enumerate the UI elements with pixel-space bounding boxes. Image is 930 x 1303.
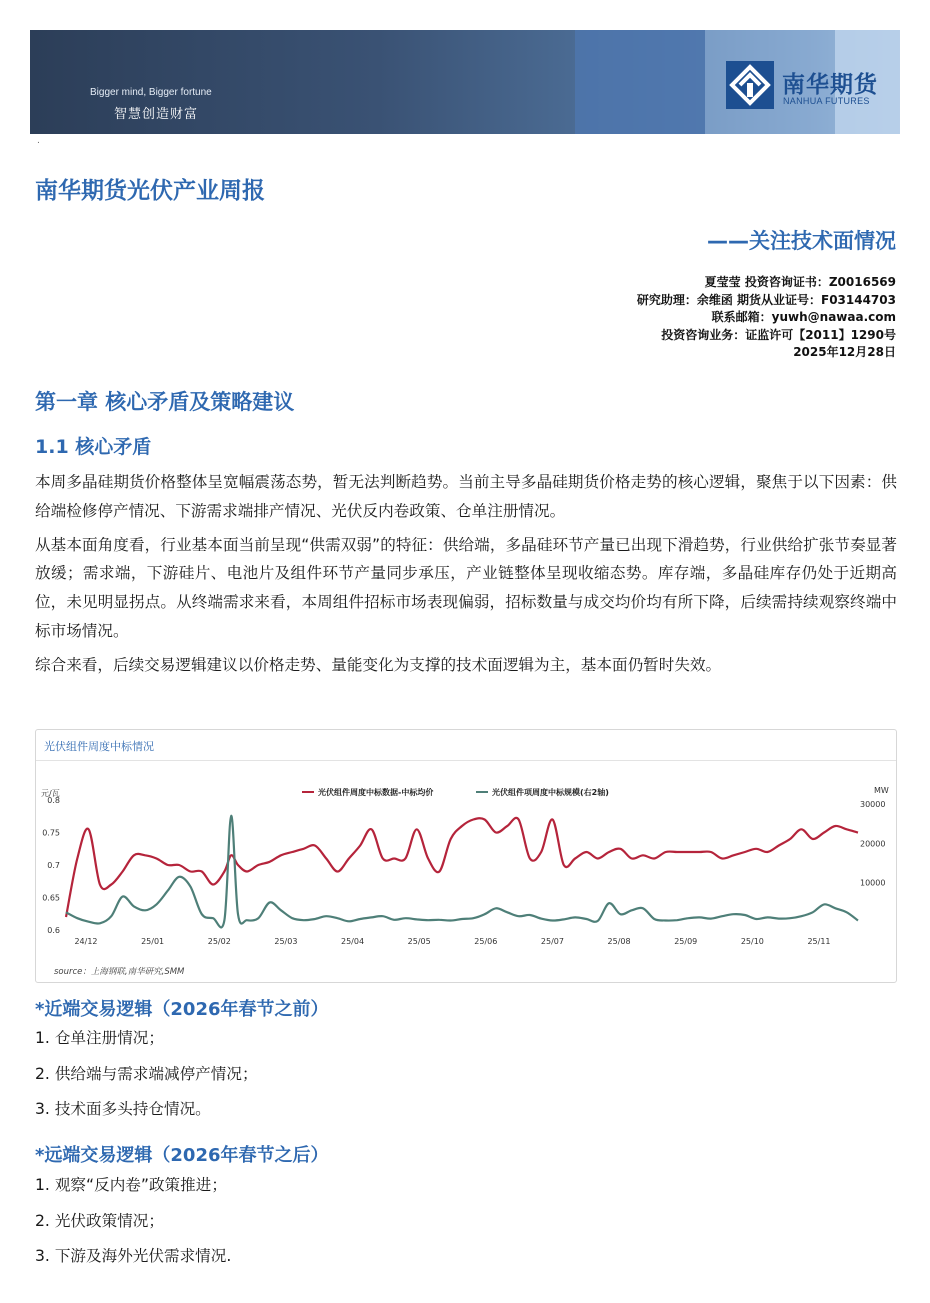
near-term-list: [35, 1021, 258, 1128]
logo-text-english: NANHUA FUTURES: [783, 96, 870, 106]
y-tick-label: 0.65: [42, 893, 60, 903]
list-item: 2. 光伏政策情况；: [35, 1211, 164, 1230]
report-title: 南华期货光伏产业周报: [35, 178, 265, 204]
x-tick-label: 25/05: [407, 937, 431, 946]
line-chart: [36, 730, 896, 982]
list-item: 3. 技术面多头持仓情况。: [35, 1100, 211, 1118]
report-date: 2025年12月28日: [793, 345, 896, 360]
x-tick-label: 25/08: [607, 937, 631, 946]
y2-tick-label: 10000: [860, 878, 886, 888]
legend-label: 光伏组件项周度中标规模(右2轴): [492, 788, 609, 797]
series-line-avg-price: [66, 818, 858, 917]
x-tick-label: 25/01: [141, 937, 165, 946]
y2-tick-label: 30000: [860, 799, 886, 809]
legend-label: 光伏组件周度中标数据-中标均价: [318, 788, 434, 797]
y-tick-label: 0.8: [47, 796, 60, 805]
dot-mark: .: [37, 136, 40, 146]
x-tick-label: 25/09: [674, 937, 698, 946]
slogan-chinese: 智慧创造财富: [114, 107, 199, 122]
chart-source: source：上海钢联,南华研究,SMM: [54, 967, 185, 977]
logo-text-chinese: 南华期货: [782, 72, 878, 98]
core-contradiction-text: [35, 468, 897, 685]
chapter-heading: 第一章 核心矛盾及策略建议: [35, 390, 295, 414]
paragraph: 本周多晶硅期货价格整体呈宽幅震荡态势，暂无法判断趋势。当前主导多晶硅期货价格走势的核心逻辑，聚焦于以下因素：供给端检修停产情况、下游需求端排产情况、光伏反内卷政策、仓单注册情况。: [35, 473, 897, 520]
header-banner: [30, 30, 900, 134]
x-tick-label: 25/07: [540, 937, 564, 946]
analyst-line: 夏莹莹 投资咨询证书：Z0016569: [704, 275, 896, 289]
license-line: 投资咨询业务：证监许可【2011】1290号: [661, 327, 896, 342]
x-tick-label: 25/06: [474, 937, 498, 946]
left-axis-unit: 元/瓦: [41, 789, 60, 798]
near-term-heading: *近端交易逻辑（2026年春节之前）: [35, 999, 329, 1020]
list-item: 3. 下游及海外光伏需求情况.: [35, 1247, 232, 1265]
assistant-line: 研究助理：余维函 期货从业证号：F03144703: [636, 292, 896, 307]
paragraph: 综合来看，后续交易逻辑建议以价格走势、量能变化为支撑的技术面逻辑为主，基本面仍暂时失效。: [35, 655, 722, 674]
list-item: 2. 供给端与需求端减停产情况；: [35, 1064, 258, 1083]
x-tick-label: 25/02: [207, 937, 231, 946]
y-tick-label: 0.6: [47, 926, 60, 935]
banner-stripe: [575, 30, 705, 134]
chart-card-title: 光伏组件周度中标情况: [44, 740, 154, 753]
chart-card: [35, 729, 897, 983]
paragraph: 从基本面角度看，行业基本面当前呈现“供需双弱”的特征：供给端，多晶硅环节产量已出现下滑趋势，行业供给扩张节奏显著放缓；需求端，下游硅片、电池片及组件环节产量同步承压，产业链整体呈现收缩态势。库存端，多晶硅库存仍处于近期高位，未见明显拐点。从终端需求来看，本周组件招标市场表现偏弱，招标数量与成交均价均有所下降，后续需持续观察终端中标市场情况。: [35, 535, 897, 640]
list-item: 1. 观察“反内卷”政策推进；: [35, 1176, 227, 1194]
series-line-bid-volume: [66, 816, 858, 928]
section-heading: 1.1 核心矛盾: [35, 436, 152, 458]
y2-tick-label: 20000: [860, 839, 886, 849]
long-term-list: [35, 1168, 231, 1275]
y-tick-label: 0.7: [47, 861, 60, 870]
list-item: 1. 仓单注册情况；: [35, 1029, 164, 1047]
x-tick-label: 24/12: [74, 937, 98, 946]
x-tick-label: 25/11: [807, 937, 831, 946]
long-term-heading: *远端交易逻辑（2026年春节之后）: [35, 1145, 329, 1166]
x-tick-label: 25/04: [341, 937, 365, 946]
x-tick-label: 25/10: [740, 937, 764, 946]
slogan-english: Bigger mind, Bigger fortune: [90, 87, 212, 98]
author-info: [637, 274, 896, 362]
nanhua-logo-icon: [726, 61, 774, 109]
report-subtitle: ——关注技术面情况: [707, 229, 896, 253]
email-line: 联系邮箱：yuwh@nawaa.com: [711, 310, 896, 325]
y-tick-label: 0.75: [42, 828, 60, 838]
right-axis-unit: MW: [874, 786, 889, 795]
x-tick-label: 25/03: [274, 937, 298, 946]
